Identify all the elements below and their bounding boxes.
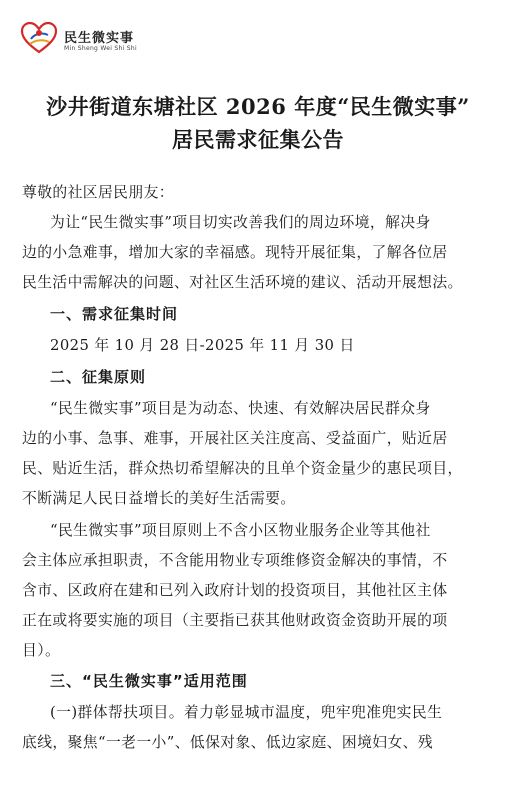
scope-line: (一)群体帮扶项目。着力彰显城市温度，兜牢兜准兜实民生 — [50, 704, 443, 721]
principle-line: 目）。 — [22, 642, 61, 659]
principle-line: 不断满足人民日益增长的美好生活需要。 — [22, 490, 296, 507]
intro-line: 为让“民生微实事”项目切实改善我们的周边环境，解决身 — [50, 214, 431, 231]
logo — [18, 18, 168, 58]
document-title-line-2: 居民需求征集公告 — [172, 127, 344, 152]
principle-line: 正在或将要实施的项目（主要指已获其他财政资金资助开展的项 — [22, 612, 448, 629]
principle-line: 民、贴近生活，群众热切希望解决的且单个资金量少的惠民项目， — [22, 460, 463, 477]
section-2-heading: 二、征集原则 — [50, 368, 147, 386]
salutation: 尊敬的社区居民朋友： — [22, 184, 174, 201]
heart-ribbon-logo-icon — [18, 18, 60, 56]
principle-line: 会主体应承担职责，不含能用物业专项维修资金解决的事情，不 — [22, 552, 448, 569]
scope-line: 底线，聚焦“一老一小”、低保对象、低边家庭、困境妇女、残 — [22, 734, 434, 751]
intro-line: 边的小急难事，增加大家的幸福感。现特开展征集，了解各位居 — [22, 244, 448, 261]
principle-line: 含市、区政府在建和已列入政府计划的投资项目，其他社区主体 — [22, 582, 448, 599]
collection-period: 2025 年 10 月 28 日-2025 年 11 月 30 日 — [50, 337, 355, 354]
logo-pinyin: Min Sheng Wei Shi Shi — [64, 45, 137, 52]
principle-line: 边的小事、急事、难事，开展社区关注度高、受益面广，贴近居 — [22, 430, 448, 447]
logo-name: 民生微实事 — [64, 31, 135, 46]
principle-line: “民生微实事”项目原则上不含小区物业服务企业等其他社 — [50, 522, 431, 539]
document-title-line-1: 沙井街道东塘社区 2026 年度“民生微实事” — [46, 94, 470, 119]
intro-line: 民生活中需解决的问题、对社区生活环境的建议、活动开展想法。 — [22, 274, 463, 291]
section-1-heading: 一、需求征集时间 — [50, 305, 179, 323]
section-3-heading: 三、“民生微实事”适用范围 — [50, 672, 248, 690]
principle-line: “民生微实事”项目是为动态、快速、有效解决居民群众身 — [50, 400, 431, 417]
